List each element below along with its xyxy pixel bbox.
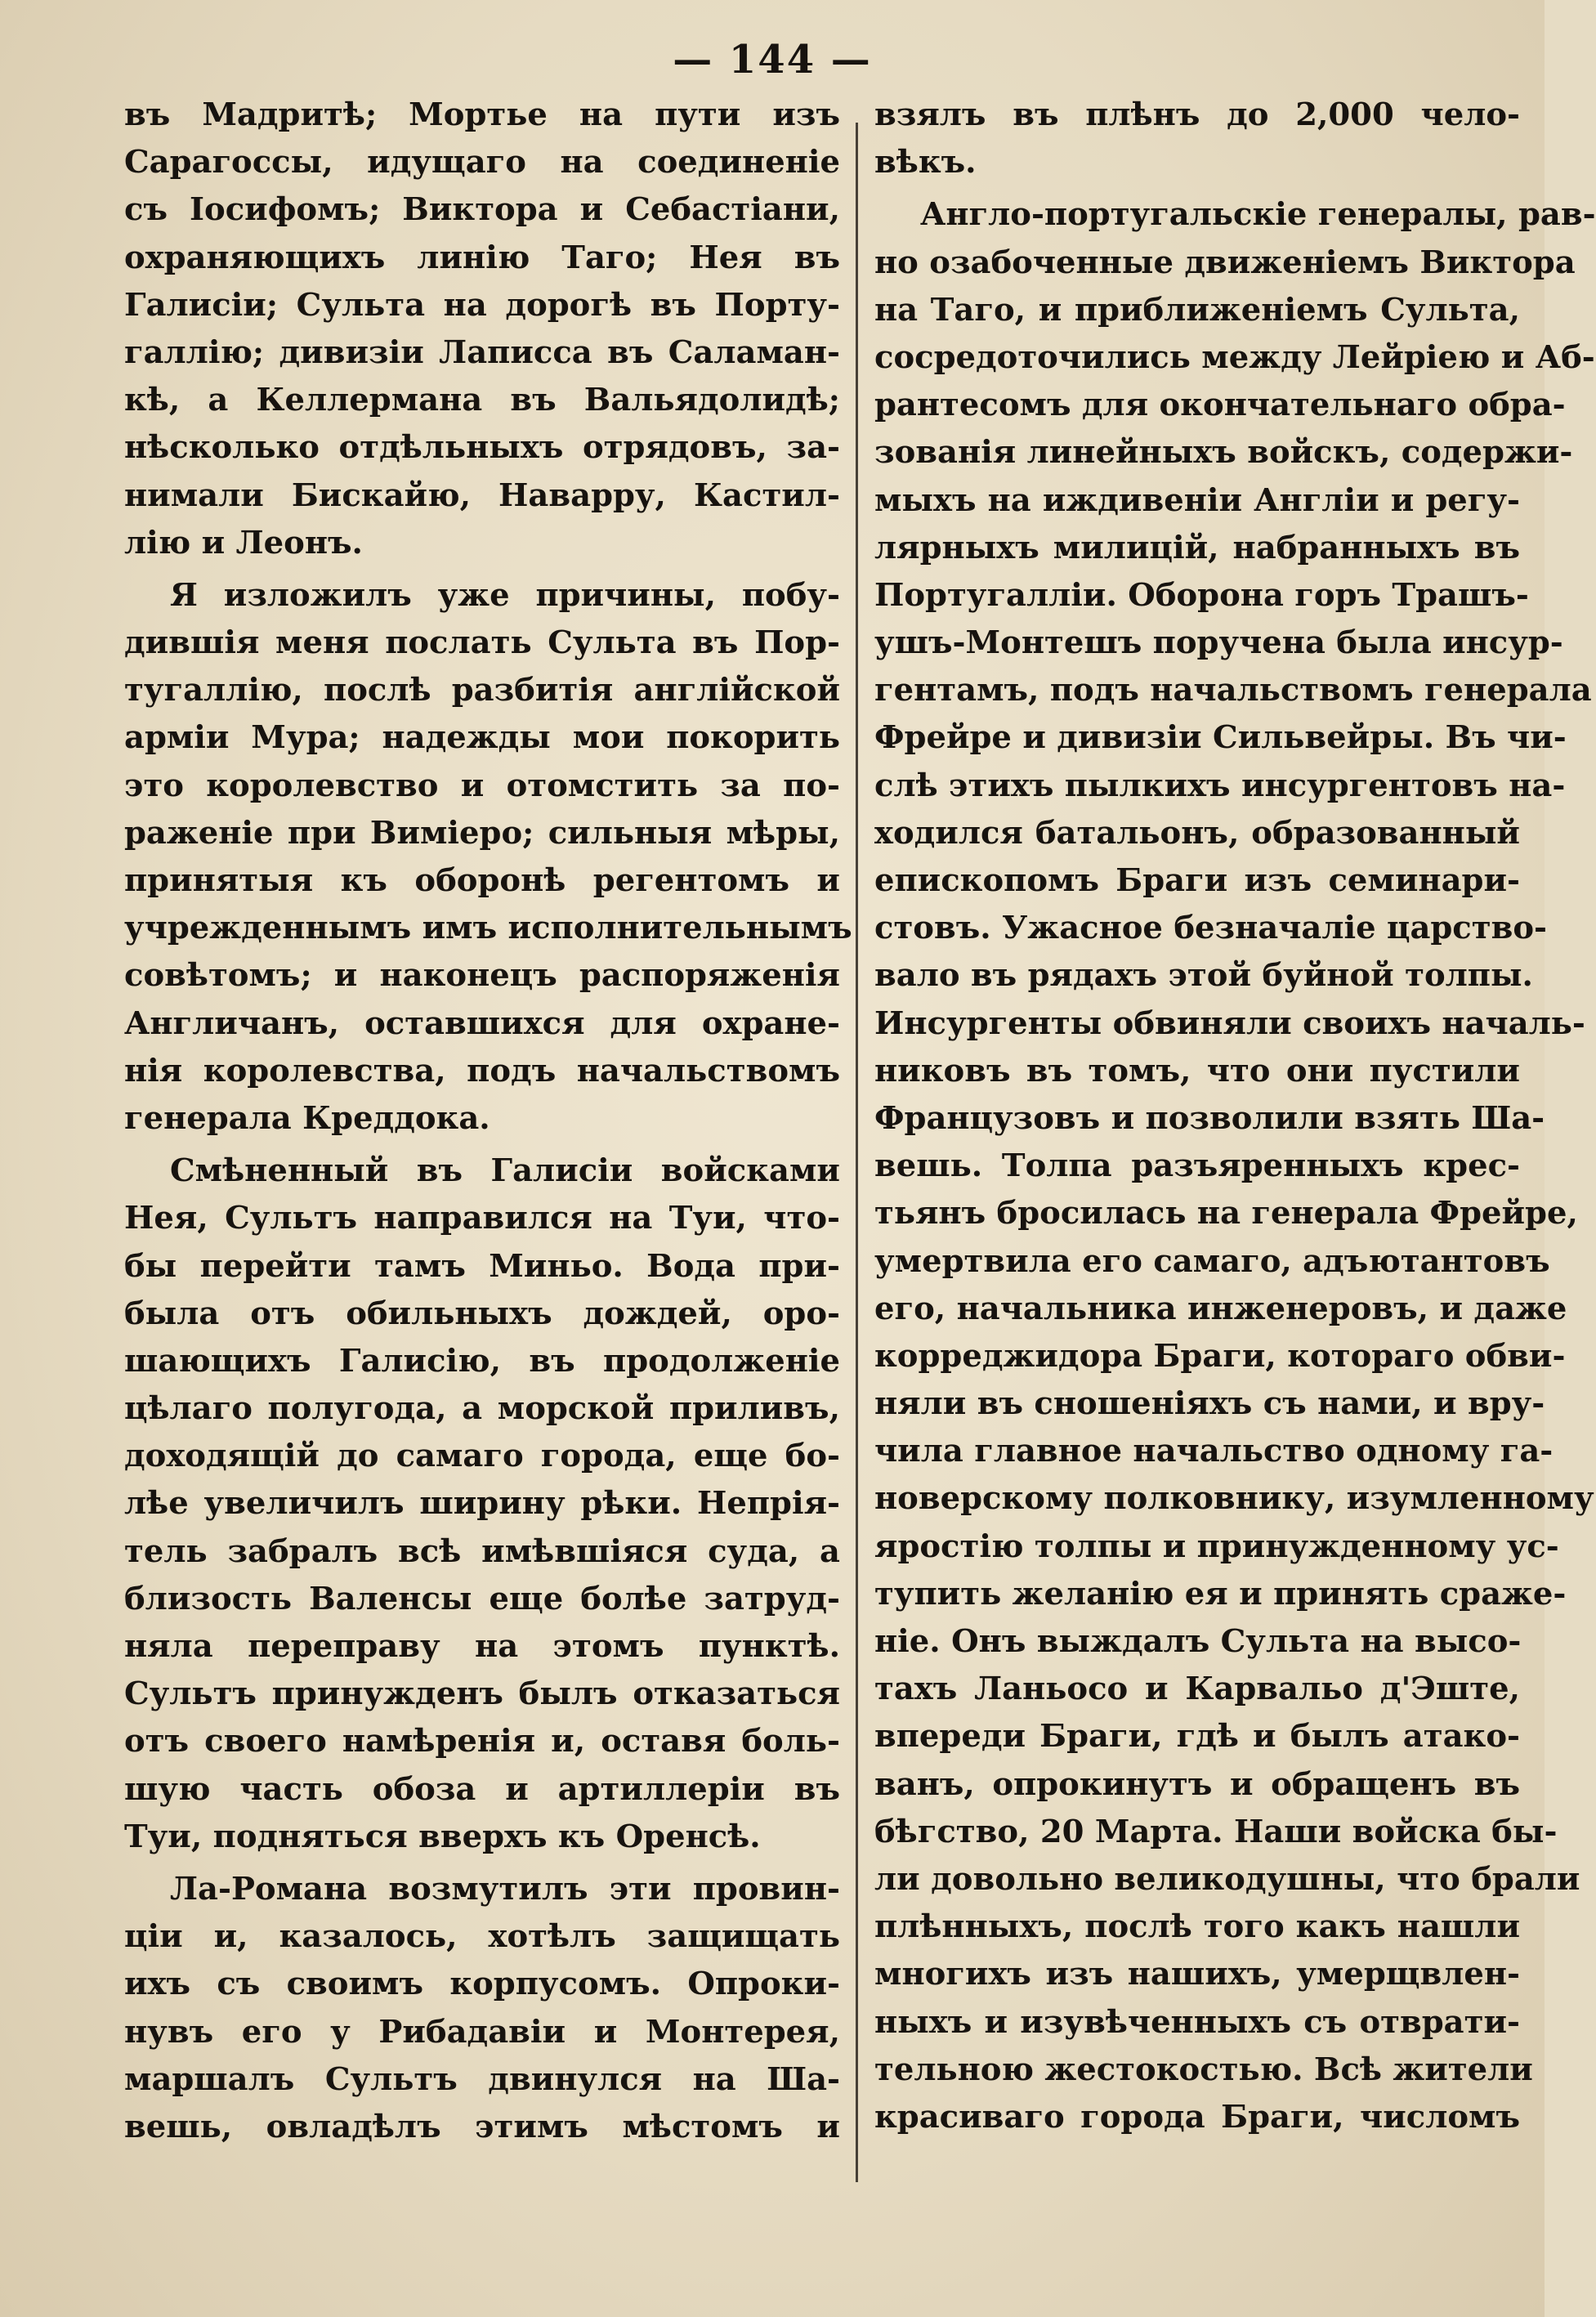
left-column [124, 92, 852, 2298]
text-line: шающихъ Галисію, въ продолженіе [124, 1342, 840, 1380]
text-line: новерскому полковнику, изумленному [874, 1480, 1594, 1518]
text-line: доходящій до самаго города, еще бо- [124, 1438, 840, 1475]
text-line: сосредоточились между Лейріею и Аб- [874, 338, 1595, 376]
text-line: принятыя къ оборонѣ регентомъ и [124, 862, 840, 899]
text-line: тель забралъ всѣ имѣвшіяся суда, а [124, 1532, 840, 1570]
text-line: няла переправу на этомъ пунктѣ. [124, 1628, 840, 1665]
text-line: Сарагоссы, идущаго на соединеніе [124, 144, 840, 181]
text-line: Я изложилъ уже причины, побу- [170, 576, 840, 614]
text-line: учрежденнымъ имъ исполнительнымъ [124, 910, 852, 947]
text-line: никовъ въ томъ, что они пустили [874, 1052, 1520, 1089]
text-line: вало въ рядахъ этой буйной толпы. [874, 957, 1533, 995]
text-line: шую часть обоза и артиллеріи въ [124, 1770, 840, 1808]
text-line: Инсургенты обвиняли своихъ началь- [874, 1004, 1585, 1042]
text-line: генерала Креддока. [124, 1099, 490, 1137]
text-line: арміи Мура; надежды мои покорить [124, 719, 840, 757]
text-line: вешь. Толпа разъяренныхъ крес- [874, 1147, 1520, 1185]
text-line: слѣ этихъ пылкихъ инсургентовъ на- [874, 767, 1566, 804]
text-line: его, начальника инженеровъ, и даже [874, 1290, 1567, 1327]
text-line: корреджидора Браги, котораго обви- [874, 1337, 1566, 1375]
text-line: ванъ, опрокинутъ и обращенъ въ [874, 1765, 1520, 1803]
text-line: Галисіи; Сульта на дорогѣ въ Порту- [124, 286, 840, 324]
text-line: зованія линейныхъ войскъ, содержи- [874, 434, 1573, 472]
text-line: Англичанъ, оставшихся для охране- [124, 1004, 840, 1042]
column-divider [856, 123, 858, 2182]
text-line: маршалъ Сультъ двинулся на Ша- [124, 2060, 840, 2098]
text-line: лѣе увеличилъ ширину рѣки. Непрія- [124, 1485, 840, 1523]
text-line: раженіе при Виміеро; сильныя мѣры, [124, 814, 840, 852]
text-line: умертвила его самаго, адъютантовъ [874, 1242, 1550, 1280]
text-line: вешь, овладѣлъ этимъ мѣстомъ и [124, 2108, 840, 2145]
text-line: тьянъ бросилась на генерала Фрейре, [874, 1195, 1578, 1232]
text-line: лярныхъ милицій, набранныхъ въ [874, 529, 1520, 566]
text-line: ли довольно великодушны, что брали [874, 1860, 1580, 1898]
text-line: ніе. Онъ выждалъ Сульта на высо- [874, 1623, 1522, 1660]
text-line: но озабоченные движеніемъ Виктора [874, 244, 1576, 281]
text-line: совѣтомъ; и наконецъ распоряженія [124, 957, 840, 995]
text-line: это королевство и отомстить за по- [124, 767, 840, 804]
text-line: тельною жестокостью. Всѣ жители [874, 2051, 1533, 2088]
right-column [874, 92, 1596, 2298]
text-line: многихъ изъ нашихъ, умерщвлен- [874, 1956, 1520, 1993]
text-line: нувъ его у Рибадавіи и Монтерея, [124, 2013, 840, 2051]
text-line: бѣгство, 20 Марта. Наши войска бы- [874, 1813, 1558, 1850]
text-line: епископомъ Браги изъ семинари- [874, 862, 1520, 899]
text-line: яростію толпы и принужденному ус- [874, 1528, 1559, 1565]
text-line: взялъ въ плѣнъ до 2,000 чело- [874, 96, 1520, 133]
text-line: чила главное начальство одному га- [874, 1433, 1554, 1470]
text-line: кѣ, а Келлермана въ Вальядолидѣ; [124, 382, 840, 419]
text-line: Сультъ принужденъ былъ отказаться [124, 1675, 840, 1713]
text-line: отъ своего намѣренія и, оставя боль- [124, 1723, 840, 1760]
text-line: Смѣненный въ Галисіи войсками [170, 1152, 840, 1190]
text-line: цѣлаго полугода, а морской приливъ, [124, 1390, 840, 1428]
text-line: дившія меня послать Сульта въ Пор- [124, 624, 840, 662]
text-line: красиваго города Браги, числомъ [874, 2098, 1520, 2136]
text-line: ихъ съ своимъ корпусомъ. Опроки- [124, 1966, 840, 2003]
text-line: тахъ Ланьосо и Карвальо д'Эште, [874, 1671, 1520, 1708]
text-line: ціи и, казалось, хотѣлъ защищать [124, 1918, 840, 1956]
text-line: галлію; дивизіи Лаписса въ Саламан- [124, 333, 840, 371]
text-line: гентамъ, подъ начальствомъ генерала [874, 672, 1592, 709]
text-line: лію и Леонъ. [124, 524, 363, 561]
text-line: ушъ-Монтешъ поручена была инсур- [874, 624, 1563, 662]
text-line: охраняющихъ линію Таго; Нея въ [124, 239, 840, 276]
text-line: близость Валенсы еще болѣе затруд- [124, 1580, 840, 1617]
text-line: рантесомъ для окончательнаго обра- [874, 387, 1566, 424]
text-line: мыхъ на иждивеніи Англіи и регу- [874, 481, 1520, 519]
text-line: няли въ сношеніяхъ съ нами, и вру- [874, 1385, 1545, 1423]
text-line: была отъ обильныхъ дождей, оро- [124, 1295, 840, 1332]
text-line: ныхъ и изувѣченныхъ съ отврати- [874, 2003, 1520, 2041]
text-line: на Таго, и приближеніемъ Сульта, [874, 291, 1520, 329]
page-number: — 144 — [673, 37, 872, 83]
text-line: тугаллію, послѣ разбитія англійской [124, 672, 840, 709]
text-line: Ла-Романа возмутилъ эти провин- [170, 1870, 840, 1908]
text-line: бы перейти тамъ Миньо. Вода при- [124, 1247, 840, 1285]
text-line: нія королевства, подъ начальствомъ [124, 1052, 840, 1089]
text-line: нѣсколько отдѣльныхъ отрядовъ, за- [124, 429, 840, 467]
text-line: Французовъ и позволили взять Ша- [874, 1099, 1545, 1137]
text-line: нимали Бискайю, Наварру, Кастил- [124, 476, 840, 514]
text-line: Португалліи. Оборона горъ Трашъ- [874, 576, 1529, 614]
text-line: стовъ. Ужасное безначаліе царство- [874, 910, 1548, 947]
text-line: Фрейре и дивизіи Сильвейры. Въ чи- [874, 719, 1567, 757]
text-line: вѣкъ. [874, 144, 977, 181]
text-line: впереди Браги, гдѣ и былъ атако- [874, 1718, 1520, 1756]
text-line: Туи, подняться вверхъ къ Оренсѣ. [124, 1818, 761, 1855]
text-line: съ Іосифомъ; Виктора и Себастіани, [124, 191, 840, 229]
text-line: ходился батальонъ, образованный [874, 814, 1520, 852]
text-line: плѣнныхъ, послѣ того какъ нашли [874, 1908, 1520, 1946]
text-line: Нея, Сультъ направился на Туи, что- [124, 1200, 840, 1237]
text-line: Англо-португальскіе генералы, рав- [920, 196, 1596, 234]
text-line: въ Мадритѣ; Мортье на пути изъ [124, 96, 840, 133]
text-line: тупить желанію ея и принять сраже- [874, 1575, 1567, 1613]
